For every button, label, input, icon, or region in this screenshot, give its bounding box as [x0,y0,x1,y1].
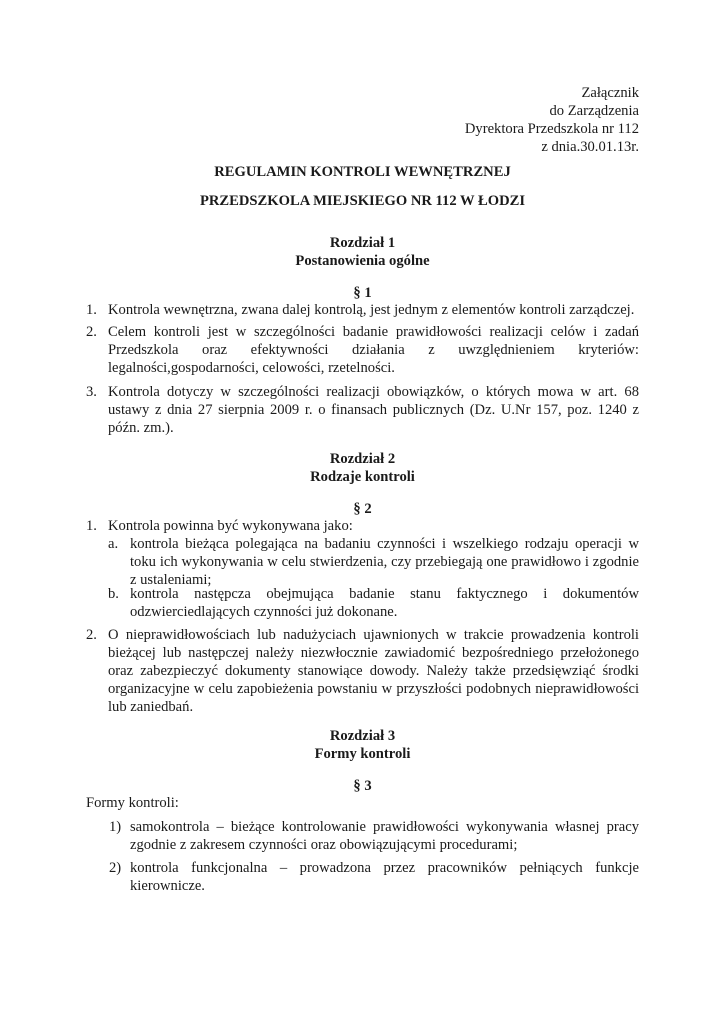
document-title-line-2: PRZEDSZKOLA MIEJSKIEGO NR 112 W ŁODZI [199,193,526,209]
item-text: Kontrola powinna być wykonywana jako: [108,518,353,534]
chapter-3-subtitle: Formy kontroli [314,746,411,762]
point-text: samokontrola – bieżące kontrolowanie prawidłowości wykonywania własnej pracy zgodnie z zakresem czynności oraz obowiązującymi procedurami; [130,819,639,853]
item-number: 1. [86,302,97,318]
item-text: Celem kontroli jest w szczególności badanie prawidłowości realizacji celów i zadań Przedszkola oraz efektywności działania z uwzględnieniem kryteriów: legalności,gospodarności, celowości, rzetelności. [108,324,639,376]
chapter-2-subtitle: Rodzaje kontroli [310,469,415,485]
subitem-text: kontrola bieżąca polegająca na badaniu czynności i wszelkiego rodzaju operacji w toku ich wykonywania w celu stwierdzenia, czy przebiegają one prawidłowo i zgodnie z ustaleniami; [130,536,639,588]
item-text: O nieprawidłowościach lub nadużyciach ujawnionych w trakcie prowadzenia kontroli bieżącej lub następczej należy niezwłocznie zawiadomić bezpośredniego przełożonego oraz zabezpieczyć dokumenty stanowiące dowody. Należy także przedsięwziąć środki organizacyjne w celu zapobieżenia powstaniu w przyszłości podobnych nieprawidłowości lub zaniedbań. [108,627,639,715]
chapter-1-heading: Rozdział 1 [329,235,396,251]
chapter-1-item [86,301,639,319]
section-2-mark: § 2 [353,501,372,517]
header-line-1: Załącznik [581,85,639,101]
header-line-3: Dyrektora Przedszkola nr 112 [464,121,639,137]
chapter-1-item [86,323,639,377]
item-number: 2. [86,627,97,643]
point-text: kontrola funkcjonalna – prowadzona przez pracowników pełniących funkcje kierownicze. [130,860,639,894]
document-page [86,0,639,1024]
attachment-header [465,84,639,156]
chapter-1-item [86,383,639,437]
chapter-2-subitem [108,535,639,589]
chapter-2-item [86,626,639,716]
chapter-2-item [86,517,639,535]
document-title-line-1: REGULAMIN KONTROLI WEWNĘTRZNEJ [214,164,511,180]
chapter-2-subitem [108,585,639,621]
section-1-mark: § 1 [353,285,372,301]
header-line-2: do Zarządzenia [549,103,639,119]
item-number: 2. [86,324,97,340]
item-text: Kontrola dotyczy w szczególności realizacji obowiązków, o których mowa w art. 68 ustawy z dnia 27 sierpnia 2009 r. o finansach publicznych (Dz. U.Nr 157, poz. 1240 z późn. zm.). [108,384,639,436]
chapter-2-heading: Rozdział 2 [329,451,396,467]
subitem-text: kontrola następcza obejmująca badanie stanu faktycznego i dokumentów odzwierciedlających czynności już dokonane. [130,586,639,620]
item-number: 3. [86,384,97,400]
item-number: 1. [86,518,97,534]
subitem-letter: a. [108,536,119,552]
point-number: 1) [109,819,122,835]
header-line-4: z dnia.30.01.13r. [541,139,639,155]
chapter-3-heading: Rozdział 3 [329,728,396,744]
forms-intro: Formy kontroli: [86,795,179,811]
subitem-letter: b. [108,586,119,602]
chapter-3-point [109,818,639,854]
point-number: 2) [109,860,122,876]
chapter-3-point [109,859,639,895]
item-text: Kontrola wewnętrzna, zwana dalej kontrolą, jest jednym z elementów kontroli zarządczej. [108,302,635,318]
chapter-1-subtitle: Postanowienia ogólne [295,253,430,269]
section-3-mark: § 3 [353,778,372,794]
